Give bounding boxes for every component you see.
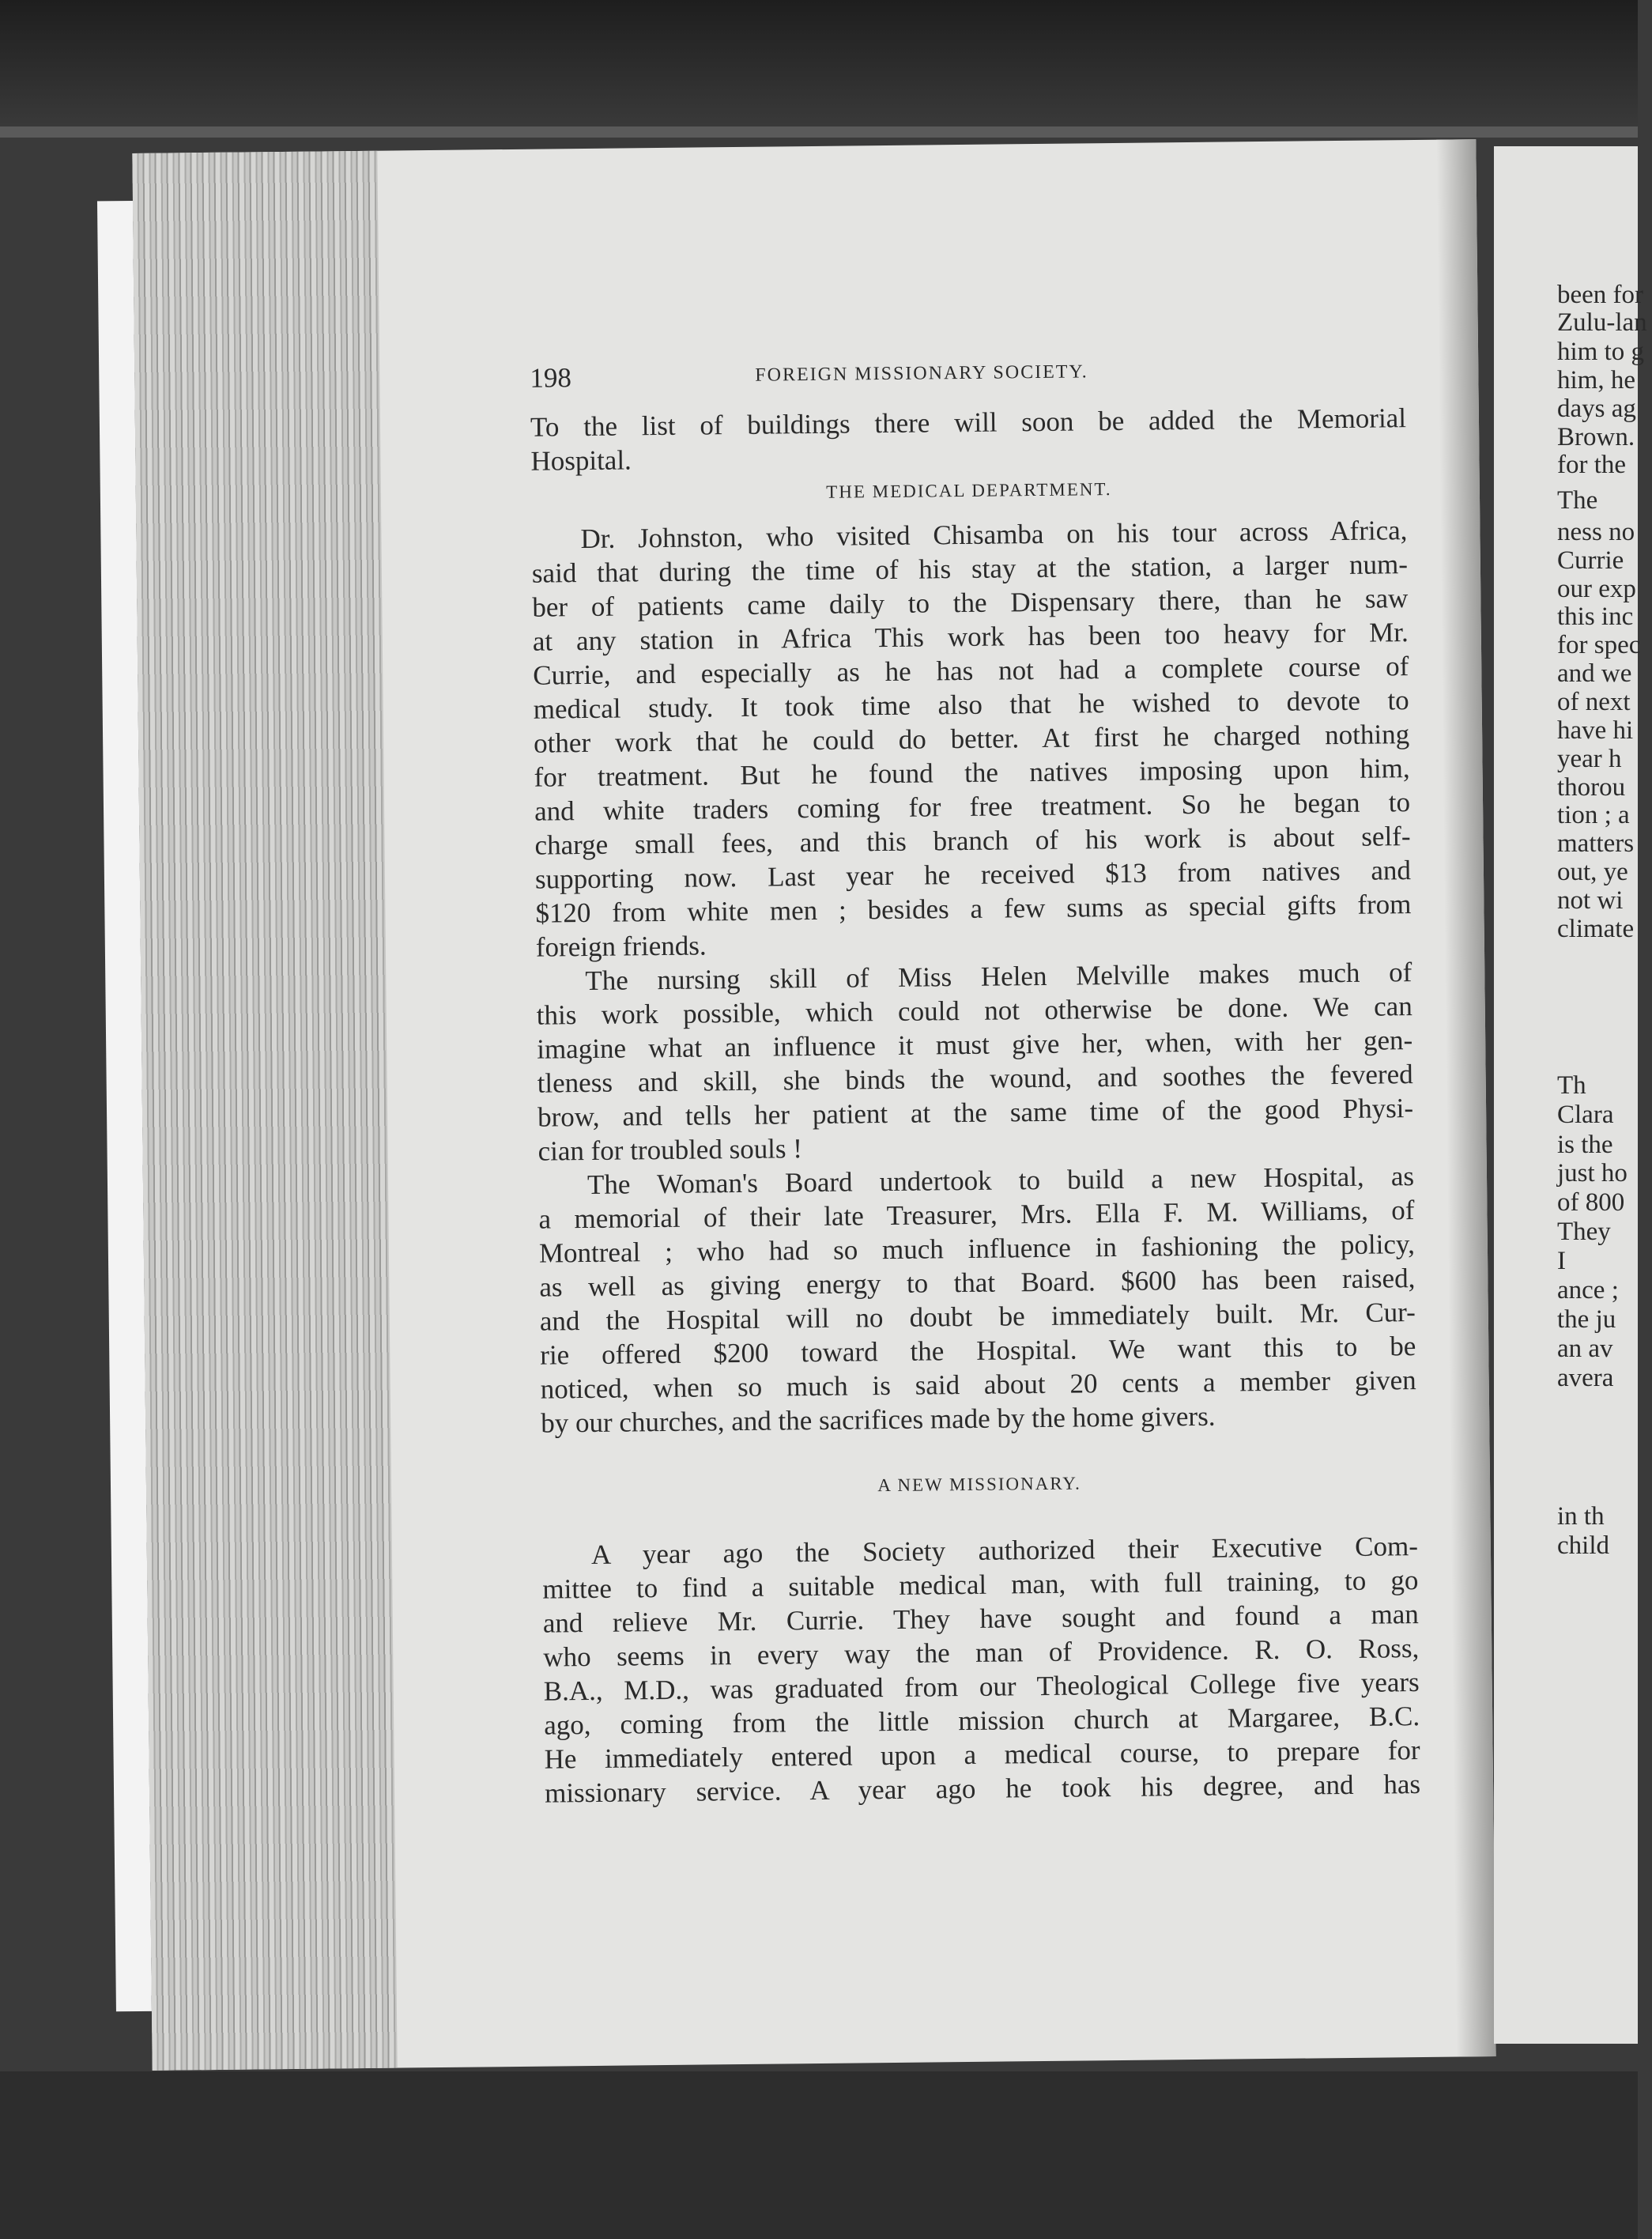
facing-page-fragment: in th — [1557, 1502, 1605, 1531]
facing-page-fragment: Th — [1557, 1071, 1586, 1100]
facing-page-fragment: been for — [1557, 281, 1644, 309]
text-line: said that during the time of his stay at the station, a larger num- — [531, 549, 1409, 589]
text-line: supporting now. Last year he received $13 from natives and — [534, 855, 1412, 895]
right-page — [1494, 146, 1647, 2044]
facing-page-fragment: for the — [1557, 451, 1627, 479]
text-line: missionary service. A year ago he took his degree, and has — [544, 1769, 1421, 1809]
paragraph-medical-3 — [538, 1159, 1417, 1440]
facing-page-fragment: I — [1557, 1247, 1566, 1275]
text-line: other work that he could do better. At first he charged nothing — [533, 719, 1410, 759]
facing-page-fragment: ance ; — [1557, 1276, 1619, 1305]
facing-page-fragment: Clara — [1557, 1101, 1614, 1129]
facing-page-fragment: have hi — [1557, 716, 1634, 745]
text-line: and relieve Mr. Currie. They have sought and found a man — [542, 1599, 1419, 1639]
facing-page-fragment: just ho — [1557, 1159, 1627, 1187]
text-line: Hospital. — [530, 444, 632, 477]
facing-page-fragment: days ag — [1557, 395, 1636, 423]
facing-page-fragment: The — [1557, 486, 1598, 515]
facing-page-fragment: child — [1557, 1531, 1609, 1560]
section-heading-missionary: A NEW MISSIONARY. — [877, 1473, 1081, 1496]
facing-page-fragment: him to g — [1557, 338, 1645, 366]
facing-page-fragment: climate — [1557, 915, 1635, 943]
facing-page-fragment: and we — [1557, 659, 1632, 688]
scan-background-band — [0, 126, 1638, 138]
facing-page-fragment: tion ; a — [1557, 801, 1630, 829]
text-line: imagine what an influence it must give her, when, with her gen- — [537, 1025, 1413, 1065]
text-line: B.A., M.D., was graduated from our Theological College five years — [543, 1667, 1420, 1707]
running-head — [530, 353, 1406, 410]
facing-page-fragment: our exp — [1557, 575, 1636, 603]
text-block — [530, 353, 1420, 1810]
text-line: who seems in every way the man of Providence. R. O. Ross, — [543, 1633, 1420, 1673]
facing-page-fragment: not wi — [1557, 886, 1624, 915]
running-title: FOREIGN MISSIONARY SOCIETY. — [755, 361, 1088, 386]
scan-background-bottom — [0, 2071, 1638, 2239]
text-line: Dr. Johnston, who visited Chisamba on his tour across Africa, — [580, 515, 1408, 555]
facing-page-fragment: Currie — [1557, 546, 1624, 575]
text-line: mittee to find a suitable medical man, with full training, to go — [542, 1565, 1419, 1605]
facing-page-fragment: him, he — [1557, 366, 1635, 395]
facing-page-fragment: an av — [1557, 1335, 1613, 1363]
text-line: foreign friends. — [535, 930, 707, 963]
scan-background-top — [0, 0, 1638, 134]
text-line: Montreal ; who had so much influence in fashioning the policy, — [538, 1229, 1416, 1269]
facing-page-fragment: out, ye — [1557, 858, 1628, 886]
text-line: $120 from white men ; besides a few sums as special gifts from — [535, 889, 1412, 929]
text-line: medical study. It took time also that he wished to devote to — [533, 685, 1409, 725]
left-page — [132, 139, 1495, 2071]
text-line: charge small fees, and this branch of his work is about self- — [534, 821, 1411, 861]
text-line: noticed, when so much is said about 20 cents a member given — [540, 1365, 1416, 1405]
facing-page-fragment: thorou — [1557, 773, 1626, 802]
text-line: as well as giving energy to that Board. $600 has been raised, — [539, 1263, 1416, 1303]
text-line: cian for troubled souls ! — [537, 1133, 803, 1167]
paragraph-medical-1 — [531, 513, 1412, 965]
facing-page-fragment: of 800 — [1557, 1188, 1625, 1217]
text-line: The Woman's Board undertook to build a new Hospital, as — [586, 1161, 1415, 1201]
text-line: for treatment. But he found the natives imposing upon him, — [534, 753, 1410, 793]
section-heading-medical: THE MEDICAL DEPARTMENT. — [826, 479, 1112, 502]
text-line: ago, coming from the little mission church at Margaree, B.C. — [543, 1701, 1420, 1741]
text-line: brow, and tells her patient at the same time of the good Physi- — [537, 1093, 1414, 1133]
text-line: and the Hospital will no doubt be immediately built. Mr. Cur- — [539, 1297, 1416, 1337]
intro-paragraph — [530, 401, 1407, 478]
facing-page-fragment: year h — [1557, 745, 1622, 773]
text-line: To the list of buildings there will soon be added the Memorial — [530, 402, 1407, 443]
text-line: A year ago the Society authorized their Executive Com- — [590, 1531, 1419, 1570]
facing-page-fragment: of next — [1557, 688, 1631, 716]
text-line: and white traders coming for free treatment. So he began to — [534, 787, 1411, 827]
text-line: Currie, and especially as he has not had a complete course of — [533, 651, 1409, 691]
text-line: The nursing skill of Miss Helen Melville makes much of — [585, 957, 1412, 997]
text-line: rie offered $200 toward the Hospital. We want this to be — [540, 1331, 1416, 1371]
facing-page-fragment: Brown. — [1557, 423, 1635, 451]
page-number: 198 — [530, 362, 572, 394]
facing-page-fragment: They — [1557, 1218, 1611, 1246]
facing-page-fragment: ness no — [1557, 518, 1635, 546]
facing-page-fragment: this inc — [1557, 602, 1634, 631]
text-line: ber of patients came daily to the Dispensary there, than he saw — [532, 583, 1409, 623]
page-edges — [132, 151, 397, 2071]
text-line: tleness and skill, she binds the wound, and soothes the fevered — [537, 1059, 1413, 1099]
paragraph-medical-2 — [536, 955, 1414, 1169]
facing-page-fragment: the ju — [1557, 1305, 1616, 1334]
facing-page-fragment: avera — [1557, 1364, 1614, 1392]
facing-page-fragment: matters — [1557, 829, 1635, 858]
facing-page-fragment: Zulu-lan — [1557, 308, 1647, 337]
facing-page-fragment: for spec — [1557, 631, 1641, 659]
text-line: at any station in Africa This work has been too heavy for Mr. — [532, 617, 1409, 657]
text-line: this work possible, which could not otherwise be done. We can — [536, 991, 1412, 1031]
text-line: by our churches, and the sacrifices made by the home givers. — [540, 1400, 1216, 1439]
text-line: He immediately entered upon a medical course, to prepare for — [544, 1735, 1420, 1775]
facing-page-fragment: is the — [1557, 1131, 1613, 1159]
text-line: a memorial of their late Treasurer, Mrs. Ella F. M. Williams, of — [538, 1195, 1415, 1235]
paragraph-missionary — [542, 1529, 1421, 1810]
page-gutter — [1436, 139, 1495, 2056]
